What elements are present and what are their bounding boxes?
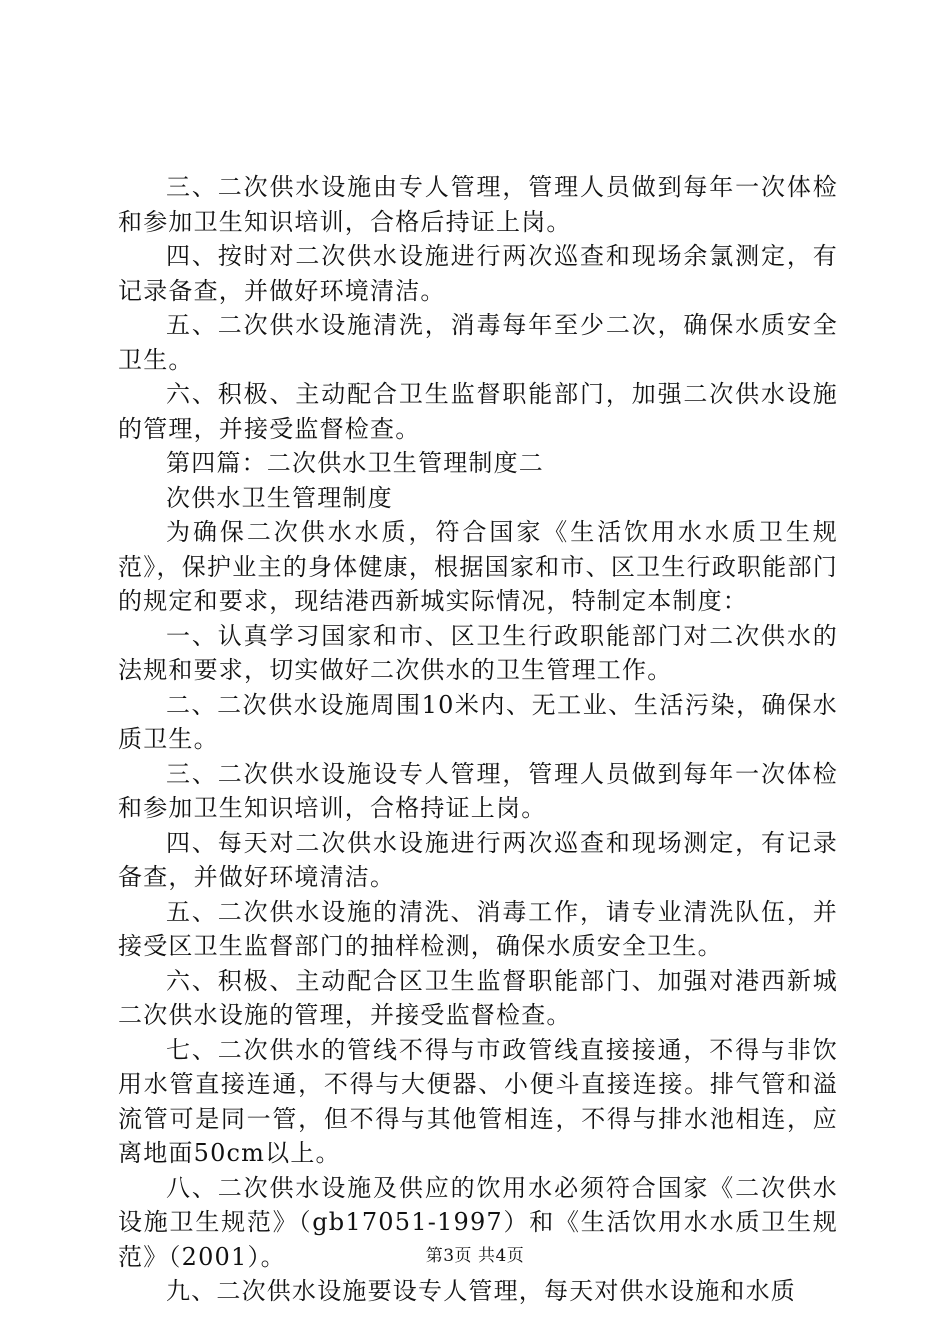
paragraph-4: 六、积极、主动配合卫生监督职能部门，加强二次供水设施的管理，并接受监督检查。 (118, 380, 838, 443)
page-number: 第3页 共4页 (425, 1246, 525, 1266)
section-heading: 第四篇：二次供水卫生管理制度二 (166, 449, 544, 477)
paragraph-item-9: 九、二次供水设施要设专人管理，每天对供水设施和水质 (166, 1277, 796, 1305)
page-footer (0, 1244, 950, 1268)
paragraph-item-6: 六、积极、主动配合区卫生监督职能部门、加强对港西新城二次供水设施的管理，并接受监督检查。 (118, 966, 838, 1029)
paragraph-item-8: 八、二次供水设施及供应的饮用水必须符合国家《二次供水设施卫生规范》（gb17051-1997）和《生活饮用水水质卫生规范》（2001）。 (118, 1173, 838, 1271)
paragraph-2: 四、按时对二次供水设施进行两次巡查和现场余氯测定，有记录备查，并做好环境清洁。 (118, 242, 838, 305)
paragraph-item-3: 三、二次供水设施设专人管理，管理人员做到每年一次体检和参加卫生知识培训，合格持证上岗。 (118, 759, 838, 822)
paragraph-item-2: 二、二次供水设施周围10米内、无工业、生活污染，确保水质卫生。 (118, 690, 838, 753)
paragraph-3: 五、二次供水设施清洗，消毒每年至少二次，确保水质安全卫生。 (118, 311, 838, 374)
section-title: 次供水卫生管理制度 (166, 483, 393, 512)
paragraph-1: 三、二次供水设施由专人管理，管理人员做到每年一次体检和参加卫生知识培训，合格后持证上岗。 (118, 173, 838, 236)
document-body (118, 170, 838, 1309)
paragraph-item-7: 七、二次供水的管线不得与市政管线直接接通，不得与非饮用水管直接连通，不得与大便器、小便斗直接连接。排气管和溢流管可是同一管，但不得与其他管相连，不得与排水池相连，应离地面50cm以上。 (118, 1035, 838, 1167)
paragraph-intro: 为确保二次供水水质，符合国家《生活饮用水水质卫生规范》，保护业主的身体健康，根据国家和市、区卫生行政职能部门的规定和要求，现结港西新城实际情况，特制定本制度： (118, 518, 838, 615)
paragraph-item-5: 五、二次供水设施的清洗、消毒工作，请专业清洗队伍，并接受区卫生监督部门的抽样检测，确保水质安全卫生。 (118, 897, 838, 960)
paragraph-item-1: 一、认真学习国家和市、区卫生行政职能部门对二次供水的法规和要求，切实做好二次供水的卫生管理工作。 (118, 621, 838, 684)
paragraph-item-4: 四、每天对二次供水设施进行两次巡查和现场测定，有记录备查，并做好环境清洁。 (118, 828, 838, 891)
